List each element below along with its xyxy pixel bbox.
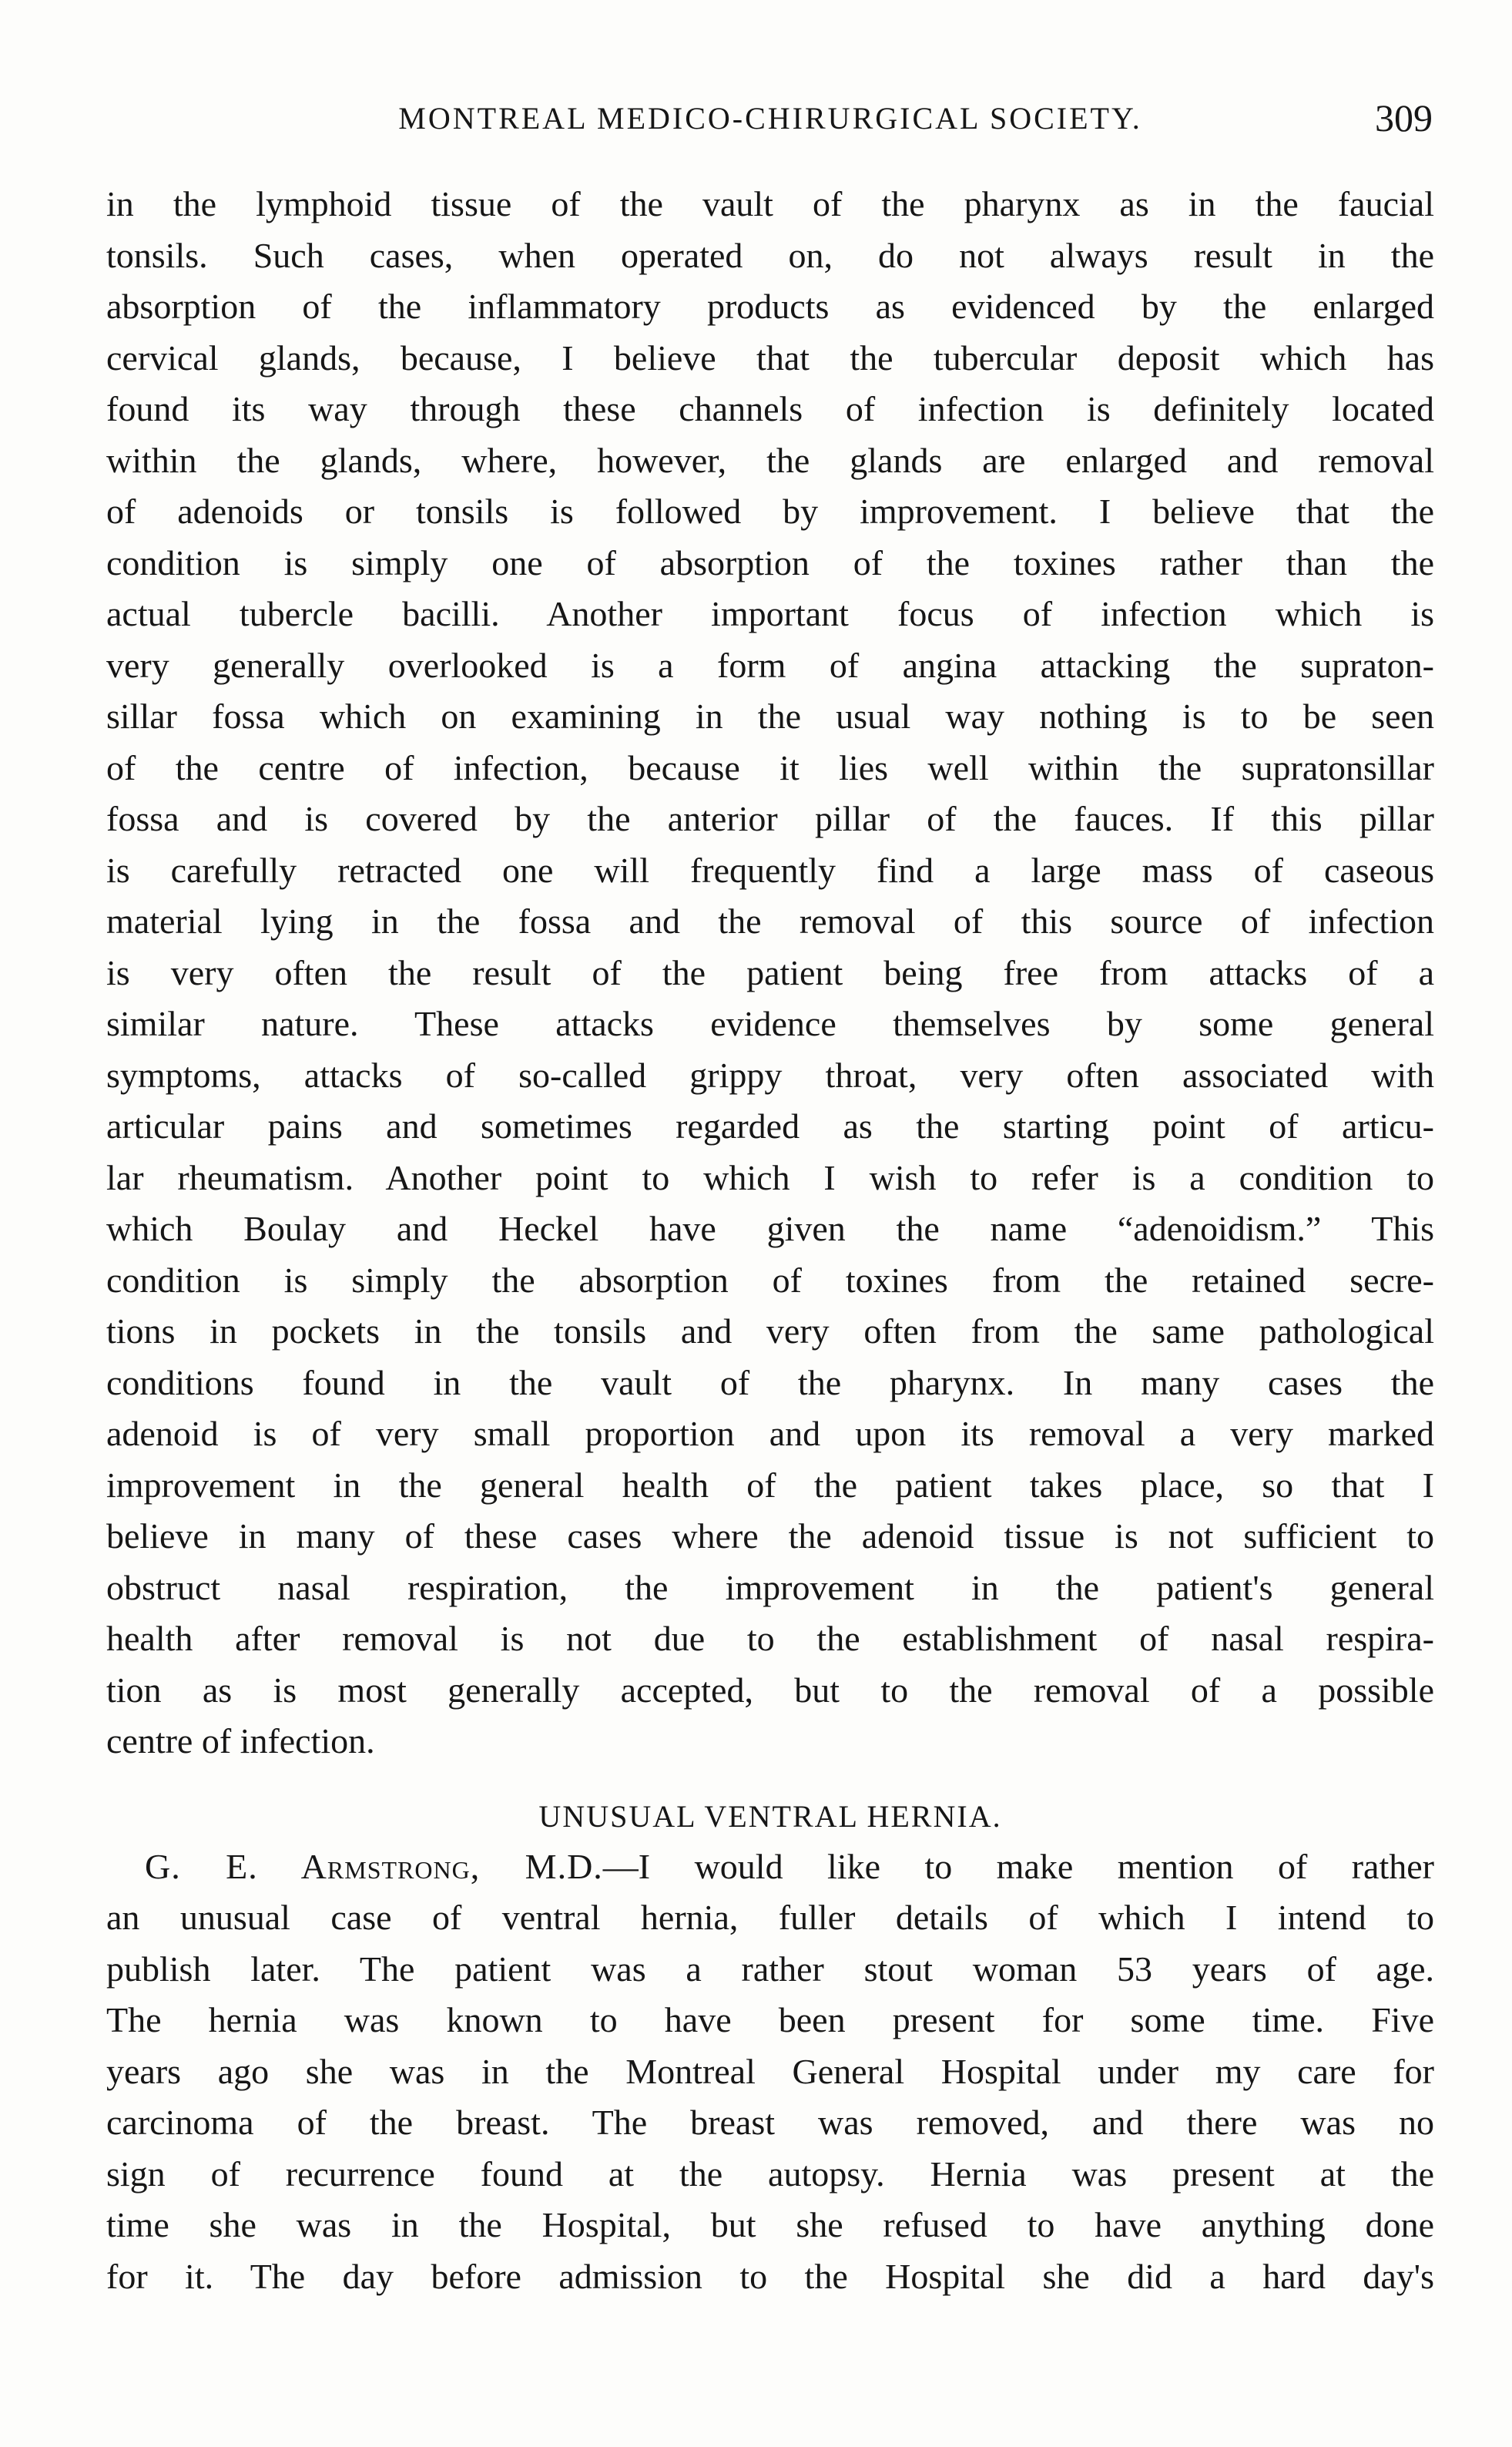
text-line: found its way through these channels of infection is definitely located bbox=[106, 389, 1434, 428]
text-line: an unusual case of ventral hernia, fuller details of which I intend to bbox=[106, 1898, 1434, 1937]
text-line: tion as is most generally accepted, but to the removal of a possible bbox=[106, 1670, 1434, 1710]
text-line: is very often the result of the patient being free from attacks of a bbox=[106, 952, 1434, 992]
text-line-rest: —I would like to make mention of rather bbox=[602, 1846, 1434, 1886]
text-line: for it. The day before admission to the Hospital she did a hard day's bbox=[106, 2256, 1434, 2296]
text-line: within the glands, where, however, the glands are enlarged and removal bbox=[106, 440, 1434, 480]
text-line: carcinoma of the breast. The breast was removed, and there was no bbox=[106, 2103, 1434, 2142]
text-line: tions in pockets in the tonsils and very often from the same pathological bbox=[106, 1311, 1434, 1351]
text-line: sign of recurrence found at the autopsy. Hernia was present at the bbox=[106, 2153, 1434, 2194]
author-name: G. E. Armstrong, M.D. bbox=[145, 1846, 603, 1886]
text-line: health after removal is not due to the establishment of nasal respira- bbox=[106, 1619, 1434, 1658]
text-line: centre of infection. bbox=[106, 1721, 375, 1761]
text-line: obstruct nasal respiration, the improvement in the patient's general bbox=[106, 1567, 1434, 1607]
text-line: of the centre of infection, because it lies well within the supratonsillar bbox=[106, 747, 1434, 787]
text-line: conditions found in the vault of the pharynx. In many cases the bbox=[106, 1362, 1434, 1402]
text-line: symptoms, attacks of so-called grippy throat, very often associated with bbox=[106, 1055, 1434, 1095]
text-line: tonsils. Such cases, when operated on, do not always result in the bbox=[106, 235, 1434, 275]
text-line: sillar fossa which on examining in the usual way nothing is to be seen bbox=[106, 697, 1434, 736]
text-line: cervical glands, because, I believe that the tubercular deposit which has bbox=[106, 337, 1434, 378]
text-line: which Boulay and Heckel have given the name “adenoidism.” This bbox=[106, 1209, 1434, 1248]
text-column bbox=[106, 179, 1434, 2302]
text-line: condition is simply one of absorption of the toxines rather than the bbox=[106, 542, 1434, 582]
text-line: publish later. The patient was a rather stout woman 53 years of age. bbox=[106, 1949, 1434, 1989]
paragraph-adenoids bbox=[106, 179, 1434, 1767]
section-heading: UNUSUAL VENTRAL HERNIA. bbox=[538, 1798, 1002, 1834]
text-line: is carefully retracted one will frequently find a large mass of caseous bbox=[106, 850, 1434, 890]
running-head bbox=[108, 96, 1433, 146]
text-line: believe in many of these cases where the adenoid tissue is not sufficient to bbox=[106, 1516, 1434, 1556]
text-line: The hernia was known to have been present for some time. Five bbox=[106, 2000, 1434, 2039]
text-line: years ago she was in the Montreal General Hospital under my care for bbox=[106, 2051, 1434, 2091]
text-line: actual tubercle bacilli. Another important focus of infection which is bbox=[106, 594, 1434, 633]
paragraph-hernia bbox=[106, 1841, 1434, 2303]
text-line: time she was in the Hospital, but she refused to have anything done bbox=[106, 2205, 1434, 2244]
text-line: absorption of the inflammatory products as evidenced by the enlarged bbox=[106, 287, 1434, 326]
text-line: adenoid is of very small proportion and upon its removal a very marked bbox=[106, 1414, 1434, 1453]
text-line-first bbox=[106, 1841, 1434, 1893]
text-line: articular pains and sometimes regarded as the starting point of articu- bbox=[106, 1106, 1434, 1146]
running-title: MONTREAL MEDICO-CHIRURGICAL SOCIETY. bbox=[398, 101, 1142, 136]
text-line: of adenoids or tonsils is followed by improvement. I believe that the bbox=[106, 492, 1434, 531]
text-line: very generally overlooked is a form of angina attacking the supraton- bbox=[106, 645, 1434, 685]
text-line: similar nature. These attacks evidence themselves by some general bbox=[106, 1004, 1434, 1043]
text-line: lar rheumatism. Another point to which I wish to refer is a condition to bbox=[106, 1157, 1434, 1197]
page-number: 309 bbox=[1375, 96, 1433, 139]
text-line: improvement in the general health of the patient takes place, so that I bbox=[106, 1465, 1434, 1505]
text-line: material lying in the fossa and the removal of this source of infection bbox=[106, 901, 1434, 941]
text-line: fossa and is covered by the anterior pillar of the fauces. If this pillar bbox=[106, 799, 1434, 838]
text-line: in the lymphoid tissue of the vault of the pharynx as in the faucial bbox=[106, 184, 1434, 223]
text-line: condition is simply the absorption of toxines from the retained secre- bbox=[106, 1260, 1434, 1300]
